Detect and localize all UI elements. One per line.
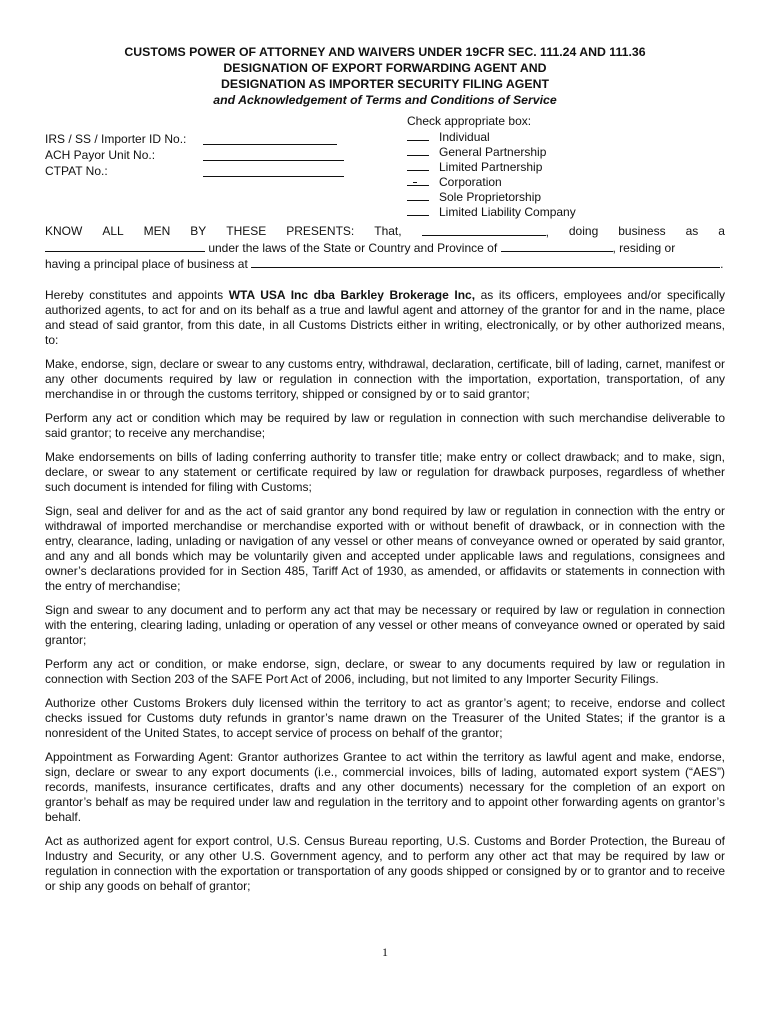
clause-paragraph: Appointment as Forwarding Agent: Grantor authorizes Grantee to act within the territory as lawful agent and make, endorse, sign, declare or swear to any export documents (i.e., commercial invoices, bills of lading, automated export system (“AES”) records, manifests, insurance certificates, drafts and any other documents) necessary for the completion of an export on grantor’s behalf as may be required under law and regulation in the territory and to appoint other forwarding agents on grantor’s behalf. [45,750,725,824]
know-line-3: having a principal place of business at . [45,257,724,271]
page-number: 1 [382,945,388,959]
title-line-3: DESIGNATION AS IMPORTER SECURITY FILING AGENT [221,77,549,91]
clause-paragraph: Perform any act or condition, or make endorse, sign, declare, or swear to any documents required by law or regulation in connection with Section 203 of the SAFE Port Act of 2006, including, but not limited to any Importer Security Filings. [45,657,725,686]
know-line-1: KNOW ALL MEN BY THESE PRESENTS: That, , doing business as a [45,224,725,239]
grantor-name-field[interactable] [422,224,546,236]
appointment-paragraph: Hereby constitutes and appoints WTA USA Inc dba Barkley Brokerage Inc, as its officers, employees and/or specifically authorized agents, to act for and on its behalf as a true and lawful agent and attorney of the grantor for and in the name, place and stead of said grantor, from this date, in all Customs Districts either in writing, electronically, or by other authorized means, to: [45,288,725,347]
check-blank[interactable] [407,189,429,201]
entity-option-sole-proprietorship[interactable]: Sole Proprietorship [407,189,576,204]
clause-paragraph: Sign, seal and deliver for and as the act of said grantor any bond required by law or regulation in connection with the entry or withdrawal of imported merchandise or merchandise exported with or without benefit of drawback, or in connection with the entry, clearance, lading, unlading or navigation of any vessel or other means of conveyance owned or operated by said grantor, and any and all bonds which may be voluntarily given and accepted under applicable laws and regulations, consignees and owner’s declarations provided for in Section 485, Tariff Act of 1930, as amended, or affidavits or statements in connection with the entry of merchandise; [45,504,725,593]
business-address-field[interactable] [251,256,720,268]
entity-option-individual[interactable]: Individual [407,129,576,144]
entity-option-corporation[interactable]: Corporation [407,174,576,189]
check-blank[interactable] [407,129,429,141]
ctpat-field[interactable] [203,176,344,177]
title-line-4: and Acknowledgement of Terms and Conditions of Service [213,93,557,107]
title-line-1: CUSTOMS POWER OF ATTORNEY AND WAIVERS UNDER 19CFR SEC. 111.24 AND 111.36 [124,45,646,59]
ach-payor-label: ACH Payor Unit No.: [45,148,156,162]
know-all-men-clause [45,224,725,272]
state-country-field[interactable] [501,240,613,252]
broker-name: WTA USA Inc dba Barkley Brokerage Inc, [228,288,476,302]
irs-id-row [45,131,365,147]
check-blank[interactable] [407,204,429,216]
ach-payor-row [45,147,365,163]
clause-paragraph: Make endorsements on bills of lading conferring authority to transfer title; make entry or collect drawback; and to make, sign, declare, or swear to any statement or certificate required by law or regulation for drawback purposes, regardless of whether such document is intended for filing with Customs; [45,450,725,494]
clause-paragraph: Act as authorized agent for export control, U.S. Census Bureau reporting, U.S. Customs and Border Protection, the Bureau of Industry and Security, or any other U.S. Government agency, and to perform any other act that may be required by law or regulation in connection with the exportation or transportation of any goods shipped or consigned by or to grantor and to receive or ship any goods on behalf of grantor; [45,834,725,893]
ctpat-row [45,163,365,179]
ctpat-label: CTPAT No.: [45,164,108,178]
clause-paragraph: Sign and swear to any document and to perform any act that may be necessary or required by law or regulation in connection with the entering, clearing lading, unlading or operation of any vessel or other means of conveyance owned or operated by said grantor; [45,603,725,647]
entity-option-llc[interactable]: Limited Liability Company [407,204,576,219]
check-blank[interactable] [407,144,429,156]
entity-option-general-partnership[interactable]: General Partnership [407,144,576,159]
check-blank[interactable] [407,159,429,171]
entity-type-checklist [407,114,576,219]
irs-id-label: IRS / SS / Importer ID No.: [45,132,187,146]
ach-payor-field[interactable] [203,160,344,161]
check-box-heading: Check appropriate box: [407,114,532,128]
document-page [45,44,725,903]
irs-id-field[interactable] [203,144,337,145]
clause-paragraph: Perform any act or condition which may be required by law or regulation in connection with such merchandise deliverable to said grantor; to receive any merchandise; [45,411,725,440]
id-fields [45,131,365,179]
entity-option-limited-partnership[interactable]: Limited Partnership [407,159,576,174]
know-line-2: under the laws of the State or Country and Province of , residing or [45,240,725,256]
clause-paragraph: Make, endorse, sign, declare or swear to any customs entry, withdrawal, declaration, certificate, bill of lading, carnet, manifest or any other documents required by law or regulation in connection with the importation, exportation, transportation, of any merchandise in or through the customs territory, shipped or consigned by or to said grantor; [45,357,725,401]
title-line-2: DESIGNATION OF EXPORT FORWARDING AGENT AND [223,61,547,75]
check-blank[interactable] [407,174,429,186]
clause-paragraph: Authorize other Customs Brokers duly licensed within the territory to act as grantor’s agent; to receive, endorse and collect checks issued for Customs duty refunds in grantor’s name drawn on the Treasurer of the United States; if the grantor is a nonresident of the United States, to accept service of process on behalf of the grantor; [45,696,725,740]
entity-organized-field[interactable] [45,240,205,252]
identification-section [45,114,725,222]
